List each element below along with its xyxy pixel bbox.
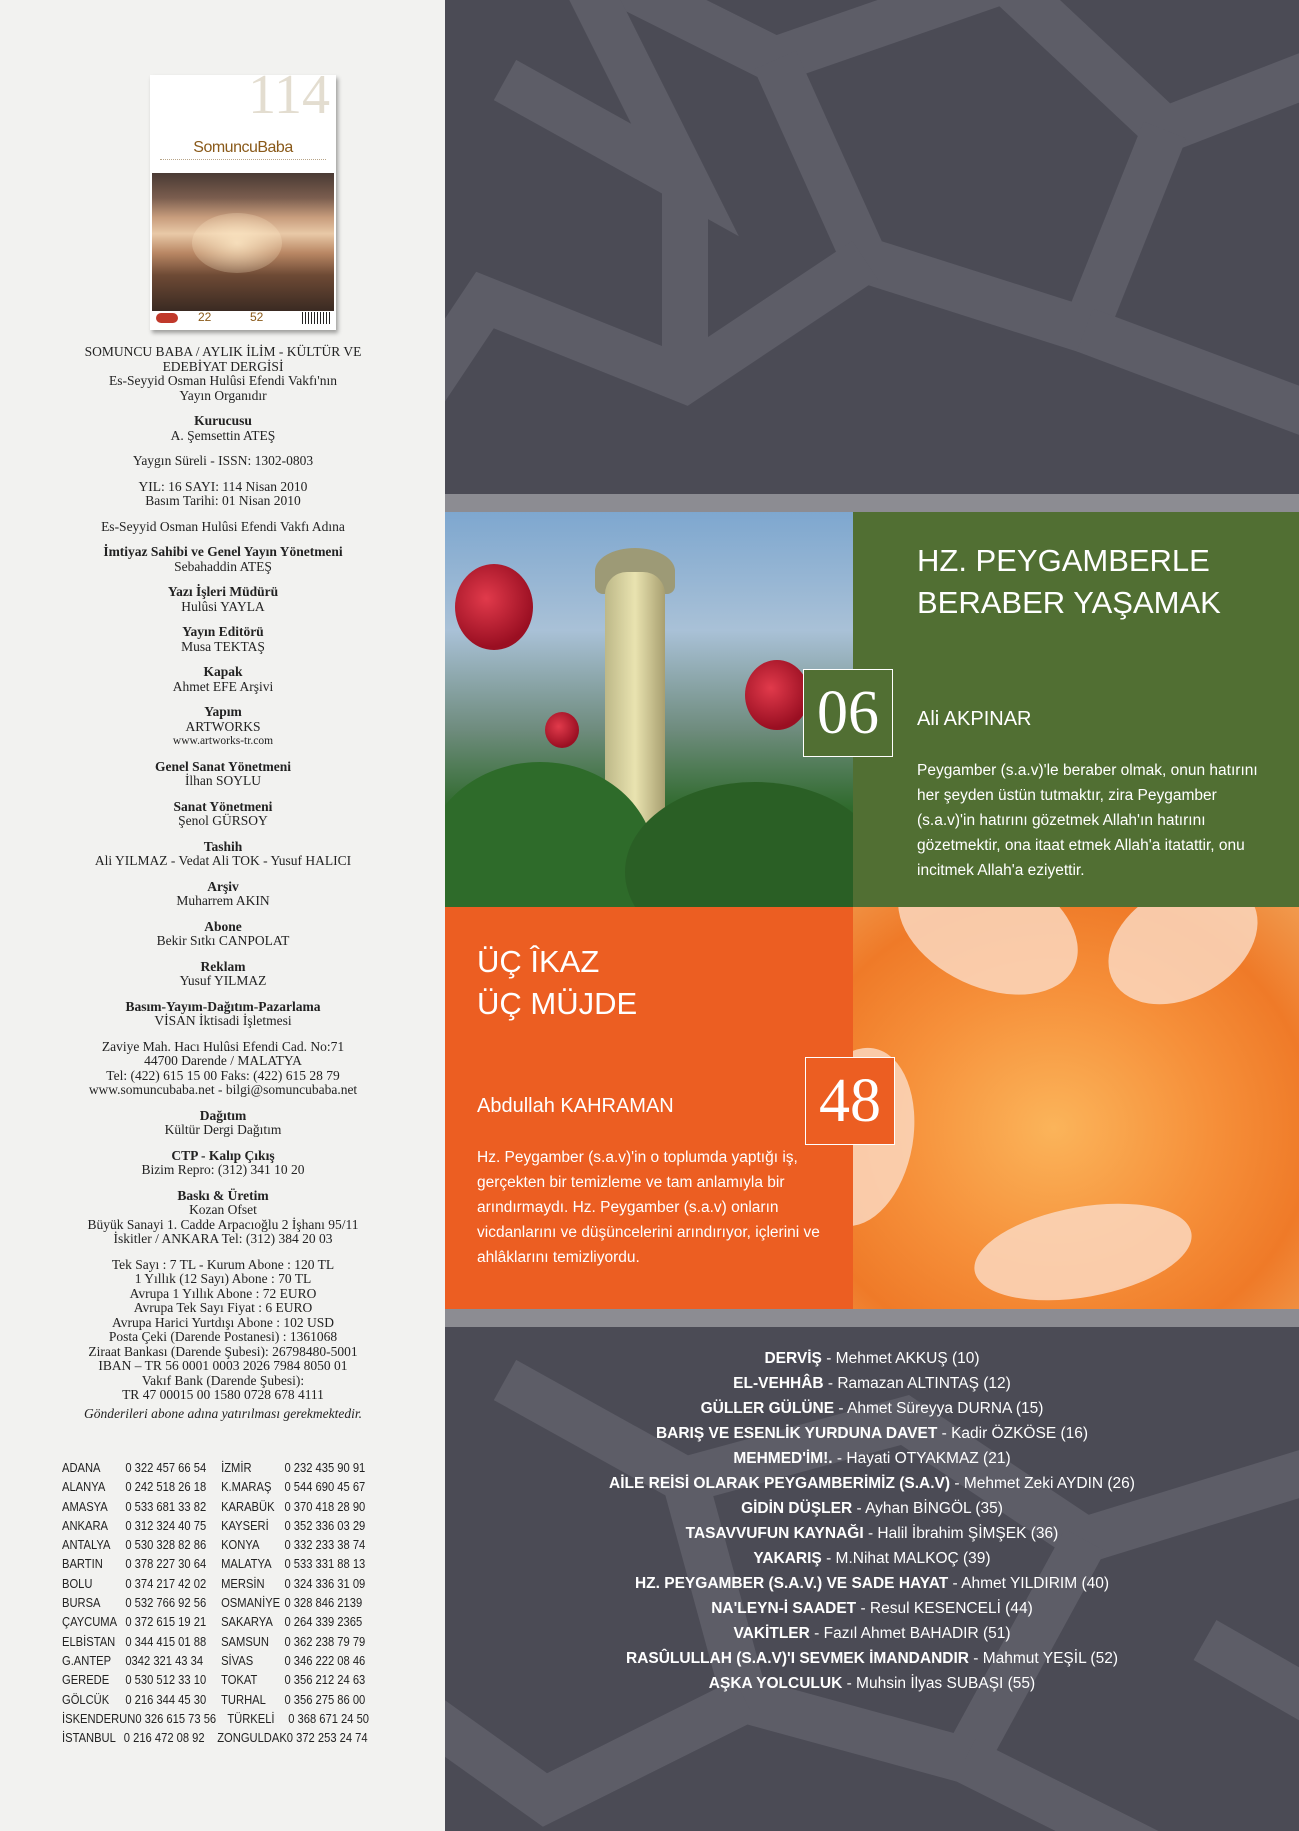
publishing-name: VİSAN İktisadi İşletmesi: [154, 1013, 292, 1028]
city-name: BARTIN: [62, 1556, 103, 1572]
city-name: TÜRKELİ: [227, 1710, 275, 1726]
city-name: ANKARA: [62, 1517, 108, 1533]
divider-band-top: [445, 494, 1299, 512]
rose-small: [545, 712, 579, 748]
rose-large: [455, 564, 533, 650]
toc-item[interactable]: [445, 1596, 1299, 1621]
proofreading-label: Tashih: [203, 838, 243, 854]
toc-item-author-page: - Kadir ÖZKÖSE (16): [937, 1425, 1089, 1442]
masthead-credits: [58, 345, 388, 1421]
toc-item[interactable]: [445, 1671, 1299, 1696]
toc-item-author-page: - Ramazan ALTINTAŞ (12): [823, 1375, 1011, 1392]
toc-item-author-page: - Muhsin İlyas SUBAŞI (55): [842, 1675, 1036, 1692]
city-name: G.ANTEP: [62, 1652, 112, 1668]
bank-line-1: Ziraat Bankası (Darende Şubesi): 26798480-5001: [88, 1343, 358, 1359]
archive-name: Muharrem AKIN: [176, 893, 270, 908]
city-row: [62, 1477, 380, 1496]
city-phone: 0 533 681 33 82: [125, 1498, 207, 1514]
ctp-name: Bizim Repro: (312) 341 10 20: [141, 1162, 305, 1177]
city-name: ZONGULDAK: [217, 1730, 287, 1746]
city-name: MALATYA: [221, 1556, 272, 1572]
city-name: MERSİN: [221, 1575, 265, 1591]
subscription-name: Bekir Sıtkı CANPOLAT: [156, 933, 290, 948]
cover-brand-logo: SomuncuBaba: [193, 139, 293, 156]
city-row: [62, 1497, 380, 1516]
city-phone: 0 372 615 19 21: [125, 1614, 207, 1630]
toc-item-author-page: - Mehmet Zeki AYDIN (26): [950, 1475, 1135, 1492]
toc-item-title: AŞKA YOLCULUK: [708, 1675, 843, 1692]
year-issue-line: YIL: 16 SAYI: 114 Nisan 2010: [138, 478, 308, 494]
city-name: İSTANBUL: [62, 1730, 116, 1746]
toc-item-author-page: - M.Nihat MALKOÇ (39): [821, 1550, 991, 1567]
city-phone: 0 532 766 92 56: [125, 1595, 207, 1611]
feature-card-2[interactable]: [445, 907, 853, 1309]
distribution-label: Dağıtım: [199, 1107, 247, 1123]
city-phone: 0 368 671 24 50: [288, 1710, 370, 1726]
owner-name: Sebahaddin ATEŞ: [174, 558, 272, 574]
city-representatives-list: [62, 1458, 432, 1747]
city-row: [62, 1632, 380, 1651]
divider-band-bottom: [445, 1309, 1299, 1327]
toc-item[interactable]: [445, 1546, 1299, 1571]
archive-label: Arşiv: [207, 878, 239, 894]
toc-item-author-page: - Ayhan BİNGÖL (35): [852, 1500, 1003, 1517]
toc-item[interactable]: [445, 1496, 1299, 1521]
toc-item-title: DERVİŞ: [764, 1350, 822, 1367]
hand-top-left: [877, 907, 1100, 1022]
organ-line-2: Yayın Organıdır: [179, 387, 267, 403]
city-name: KAYSERİ: [221, 1517, 269, 1533]
art-director-label: Sanat Yönetmeni: [173, 798, 273, 814]
toc-item-title: GÜLLER GÜLÜNE: [700, 1400, 835, 1417]
toc-item-title: VAKİTLER: [733, 1625, 810, 1642]
feature-1-title-line-2: BERABER YAŞAMAK: [917, 585, 1221, 620]
city-name: SAKARYA: [221, 1614, 273, 1630]
toc-item[interactable]: [445, 1646, 1299, 1671]
toc-item-author-page: - Hayati OTYAKMAZ (21): [832, 1450, 1011, 1467]
cover-photo: [152, 173, 334, 311]
toc-item[interactable]: [445, 1396, 1299, 1421]
editor-in-chief-name: Hulûsi YAYLA: [181, 598, 265, 614]
city-phone: 0 533 331 88 13: [284, 1556, 366, 1572]
city-phone: 0342 321 43 34: [125, 1652, 204, 1668]
city-phone: 0 232 435 90 91: [284, 1460, 366, 1475]
subscription-note: Gönderileri abone adına yatırılması gerekmektedir.: [83, 1405, 363, 1421]
rose-right: [745, 660, 809, 730]
city-row: [62, 1593, 380, 1612]
production-name: ARTWORKS: [185, 718, 261, 734]
feature-1-summary: Peygamber (s.a.v)'le beraber olmak, onun hatırını her şeyden üstün tutmaktır, zira Peygamber (s.a.v)'in hatırını gözetmek Allah'ın hatırını gözetmektir, ona itaat etmek Allah'a itatattir, onu incitmek Allah'a eziyettir.: [917, 762, 1258, 879]
on-behalf-line: Es-Seyyid Osman Hulûsi Efendi Vakfı Adına: [101, 518, 345, 534]
feature-2-author: Abdullah KAHRAMAN: [477, 1095, 674, 1117]
toc-item-title: TASAVVUFUN KAYNAĞI: [685, 1525, 864, 1542]
price-line-5: Avrupa Harici Yurtdışı Abone : 102 USD: [112, 1314, 334, 1330]
city-phone: 0 328 846 2139: [284, 1595, 363, 1611]
city-phone: 0 362 238 79 79: [284, 1633, 366, 1649]
city-phone: 0 530 328 82 86: [125, 1537, 207, 1553]
feature-photo-hands-orange[interactable]: [853, 907, 1299, 1309]
city-phone: 0 544 690 45 67: [284, 1479, 366, 1495]
barcode-icon: [302, 312, 330, 324]
city-row: [62, 1612, 380, 1631]
proofreading-names: Ali YILMAZ - Vedat Ali TOK - Yusuf HALICI: [94, 853, 352, 868]
cover-credit-name: Ahmet EFE Arşivi: [172, 678, 274, 694]
cover-page-ref-1: 22: [198, 310, 212, 324]
city-phone: 0 356 275 86 00: [284, 1691, 366, 1707]
general-art-director-label: Genel Sanat Yönetmeni: [155, 758, 291, 774]
toc-item-author-page: - Ahmet YILDIRIM (40): [948, 1575, 1110, 1592]
city-row: [62, 1516, 380, 1535]
toc-item-author-page: - Mehmet AKKUŞ (10): [821, 1350, 980, 1367]
cover-issue-number: 114: [248, 75, 330, 126]
cover-footer: [154, 310, 332, 328]
magazine-cover-thumbnail[interactable]: [150, 75, 336, 330]
toc-item-author-page: - Ahmet Süreyya DURNA (15): [834, 1400, 1044, 1417]
toc-item-title: RASÛLULLAH (S.A.V)'I SEVMEK İMANDANDIR: [626, 1650, 969, 1667]
founder-name: A. Şemsettin ATEŞ: [170, 427, 276, 443]
city-name: OSMANİYE: [221, 1595, 281, 1611]
price-line-2: 1 Yıllık (12 Sayı) Abone : 70 TL: [134, 1271, 312, 1286]
city-name: SİVAS: [221, 1652, 254, 1668]
city-phone: 0 344 415 01 88: [125, 1633, 207, 1649]
distribution-name: Kültür Dergi Dağıtım: [164, 1122, 282, 1137]
owner-label: İmtiyaz Sahibi ve Genel Yayın Yönetmeni: [103, 544, 343, 559]
feature-1-author: Ali AKPINAR: [917, 708, 1032, 730]
subscription-label: Abone: [204, 918, 242, 934]
city-row: [62, 1670, 380, 1689]
toc-item[interactable]: [445, 1346, 1299, 1371]
printing-name: Kozan Ofset: [189, 1202, 257, 1217]
city-row: [62, 1535, 380, 1554]
hand-bottom: [967, 1189, 1199, 1309]
city-name: SAMSUN: [221, 1633, 269, 1649]
feature-photo-minaret-roses[interactable]: [445, 512, 853, 907]
toc-item-author-page: - Halil İbrahim ŞİMŞEK (36): [863, 1525, 1059, 1542]
ctp-label: CTP - Kalıp Çıkış: [171, 1147, 275, 1163]
city-phone: 0 378 227 30 64: [125, 1556, 207, 1572]
art-director-name: Şenol GÜRSOY: [178, 813, 268, 828]
toc-item-title: MEHMED'İM!.: [733, 1450, 833, 1467]
city-phone: 0 264 339 2365: [284, 1614, 363, 1630]
city-row: [62, 1728, 380, 1747]
city-phone: 0 332 233 38 74: [284, 1537, 366, 1553]
city-name: KONYA: [221, 1537, 260, 1553]
city-name: K.MARAŞ: [221, 1479, 272, 1495]
city-name: ÇAYCUMA: [62, 1614, 118, 1630]
toc-item[interactable]: [445, 1446, 1299, 1471]
cover-credit-label: Kapak: [203, 664, 243, 679]
price-line-3: Avrupa 1 Yıllık Abone : 72 EURO: [129, 1285, 317, 1301]
city-name: TURHAL: [221, 1691, 266, 1707]
city-row: [62, 1709, 380, 1728]
toc-item-title: GİDİN DÜŞLER: [741, 1500, 853, 1517]
web-email-link[interactable]: www.somuncubaba.net - bilgi@somuncubaba.net: [88, 1082, 358, 1097]
iban-line-2: TR 47 00015 00 1580 0728 678 4111: [122, 1387, 324, 1402]
print-date-line: Basım Tarihi: 01 Nisan 2010: [145, 493, 301, 508]
editor-label: Yayın Editörü: [182, 624, 264, 639]
city-phone: 0 374 217 42 02: [125, 1575, 207, 1591]
toc-item-author-page: - Resul KESENCELİ (44): [856, 1600, 1033, 1617]
city-name: ANTALYA: [62, 1537, 111, 1553]
city-phone: 0 326 615 73 56: [135, 1710, 217, 1726]
city-phone: 0 216 472 08 92: [123, 1730, 205, 1746]
organ-line-1: Es-Seyyid Osman Hulûsi Efendi Vakfı'nın: [109, 373, 337, 388]
phone-fax-line: Tel: (422) 615 15 00 Faks: (422) 615 28 79: [106, 1067, 340, 1083]
price-line-4: Avrupa Tek Sayı Fiyat : 6 EURO: [133, 1300, 313, 1315]
city-row: [62, 1554, 380, 1573]
toc-item-title: NA'LEYN-İ SAADET: [711, 1600, 857, 1617]
toc-item-author-page: - Fazıl Ahmet BAHADIR (51): [809, 1625, 1011, 1642]
city-phone: 0 312 324 40 75: [125, 1517, 207, 1533]
contents-panel: [445, 0, 1299, 1831]
city-name: İZMİR: [221, 1460, 252, 1475]
toc-item-author-page: - Mahmut YEŞİL (52): [968, 1650, 1118, 1667]
production-label: Yapım: [204, 704, 242, 719]
toc-item-title: AİLE REİSİ OLARAK PEYGAMBERİMİZ (S.A.V): [609, 1475, 951, 1492]
city-phone: 0 370 418 28 90: [284, 1498, 366, 1514]
city-row: [62, 1651, 380, 1670]
city-name: GÖLCÜK: [62, 1691, 110, 1707]
publishing-label: Basım-Yayım-Dağıtım-Pazarlama: [125, 998, 321, 1014]
toc-item-title: EL-VEHHÂB: [733, 1375, 824, 1392]
feature-1-page-number[interactable]: 06: [803, 669, 893, 757]
city-phone: 0 324 336 31 09: [284, 1575, 366, 1591]
printing-label: Baskı & Üretim: [177, 1187, 269, 1203]
price-line-1: Tek Sayı : 7 TL - Kurum Abone : 120 TL: [111, 1256, 335, 1272]
magazine-title: SOMUNCU BABA / AYLIK İLİM - KÜLTÜR VE EDEBİYAT DERGİSİ: [84, 344, 362, 374]
city-row: [62, 1458, 380, 1477]
toc-item[interactable]: [445, 1621, 1299, 1646]
city-row: [62, 1574, 380, 1593]
address-line-2: 44700 Darende / MALATYA: [144, 1053, 302, 1068]
address-line-1: Zaviye Mah. Hacı Hulûsi Efendi Cad. No:71: [101, 1038, 345, 1054]
postal-check-line: Posta Çeki (Darende Postanesi) : 1361068: [108, 1329, 338, 1344]
feature-2-title-line-1: ÜÇ ÎKAZ: [477, 944, 600, 979]
toc-item[interactable]: [445, 1471, 1299, 1496]
toc-item[interactable]: [445, 1521, 1299, 1546]
advertising-name: Yusuf YILMAZ: [179, 973, 267, 988]
toc-item[interactable]: [445, 1371, 1299, 1396]
feature-2-page-number[interactable]: 48: [805, 1057, 895, 1145]
toc-item-title: YAKARIŞ: [753, 1550, 822, 1567]
founder-label: Kurucusu: [194, 413, 252, 428]
editor-in-chief-label: Yazı İşleri Müdürü: [167, 584, 279, 599]
feature-1-title-line-1: HZ. PEYGAMBERLE: [917, 543, 1210, 578]
cover-page-ref-2: 52: [250, 310, 264, 324]
city-name: GEREDE: [62, 1672, 110, 1688]
feature-card-1[interactable]: [853, 512, 1299, 907]
cover-divider: [160, 159, 326, 162]
city-phone: 0 216 344 45 30: [125, 1691, 207, 1707]
bank-line-2: Vakıf Bank (Darende Şubesi):: [141, 1372, 305, 1388]
feature-2-title[interactable]: [477, 941, 637, 1025]
city-phone: 0 356 212 24 63: [284, 1672, 366, 1688]
production-website-link[interactable]: www.artworks-tr.com: [172, 735, 274, 747]
city-name: BOLU: [62, 1575, 93, 1591]
city-name: BURSA: [62, 1595, 101, 1611]
city-phone: 0 372 253 24 74: [286, 1730, 368, 1746]
table-of-contents: [445, 1346, 1299, 1696]
printing-address-2: İskitler / ANKARA Tel: (312) 384 20 03: [113, 1231, 333, 1246]
city-name: İSKENDERUN: [62, 1710, 136, 1726]
feature-1-title[interactable]: [917, 540, 1221, 624]
city-name: KARABÜK: [221, 1498, 275, 1514]
editor-name: Musa TEKTAŞ: [181, 638, 265, 654]
city-name: ELBİSTAN: [62, 1633, 116, 1649]
toc-item[interactable]: [445, 1421, 1299, 1446]
city-name: ALANYA: [62, 1479, 106, 1495]
city-row: [62, 1690, 380, 1709]
toc-item-title: BARIŞ VE ESENLİK YURDUNA DAVET: [655, 1425, 938, 1442]
city-name: AMASYA: [62, 1498, 108, 1514]
city-phone: 0 242 518 26 18: [125, 1479, 207, 1495]
city-phone: 0 352 336 03 29: [284, 1517, 366, 1533]
city-name: ADANA: [62, 1460, 101, 1475]
issn-line: Yaygın Süreli - ISSN: 1302-0803: [132, 453, 314, 468]
iban-line-1: IBAN – TR 56 0001 0003 2026 7984 8050 01: [98, 1358, 348, 1373]
city-name: TOKAT: [221, 1672, 258, 1688]
feature-2-title-line-2: ÜÇ MÜJDE: [477, 986, 638, 1021]
city-phone: 0 530 512 33 10: [125, 1672, 207, 1688]
advertising-label: Reklam: [200, 958, 246, 974]
general-art-director-name: İlhan SOYLU: [184, 773, 262, 788]
feature-2-summary: Hz. Peygamber (s.a.v)'in o toplumda yaptığı iş, gerçekten bir temizleme ve tam anlamıyla bir arındırmaydı. Hz. Peygamber (s.a.v) onların vicdanlarını ve düşüncelerini arındırıyor, içlerini ve ahlâklarını temizliyordu.: [477, 1149, 820, 1266]
printing-address-1: Büyük Sanayi 1. Cadde Arpacıoğlu 2 İşhanı 95/11: [87, 1216, 359, 1232]
city-phone: 0 322 457 66 54: [125, 1460, 207, 1475]
city-phone: 0 346 222 08 46: [284, 1652, 366, 1668]
masthead-column: [0, 0, 445, 1831]
hand-top-right: [1086, 907, 1280, 1030]
toc-item-title: HZ. PEYGAMBER (S.A.V.) VE SADE HAYAT: [634, 1575, 949, 1592]
cover-publisher-logo: [156, 313, 178, 323]
toc-item[interactable]: [445, 1571, 1299, 1596]
